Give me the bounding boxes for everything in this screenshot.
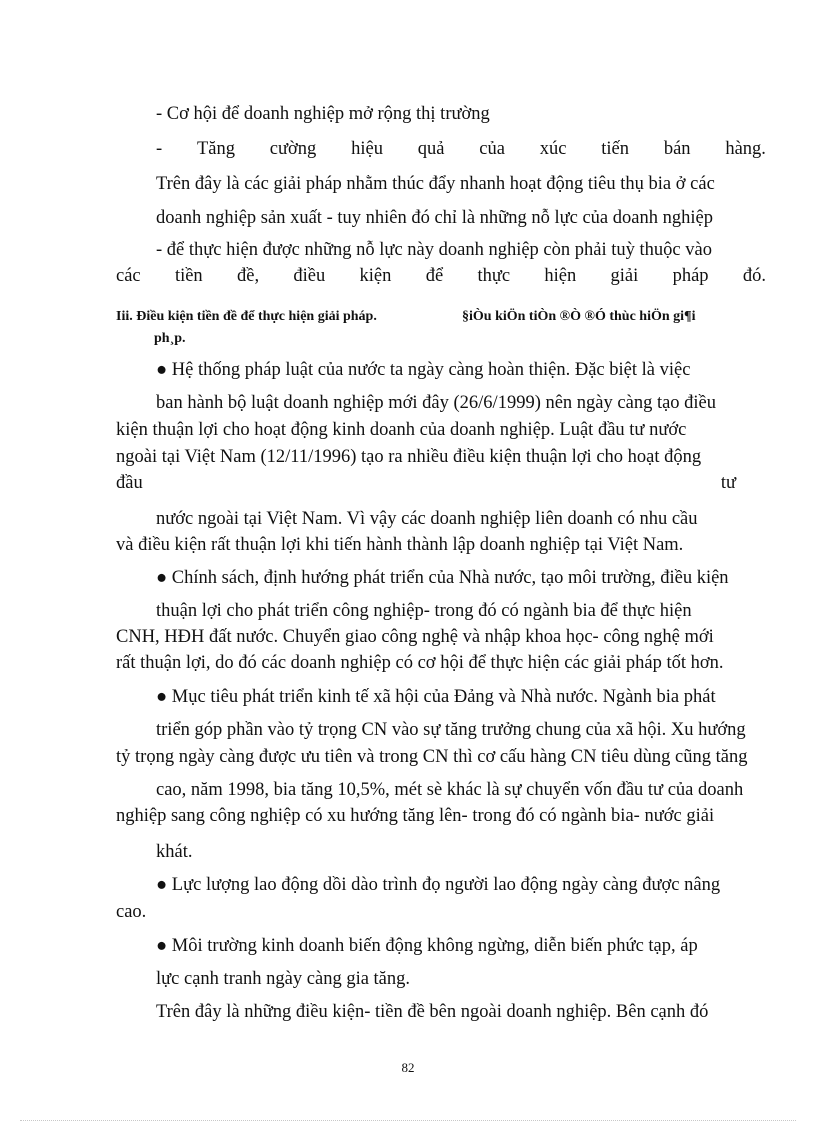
page-number: 82 [401,1060,415,1075]
summary-line-4 [116,265,766,287]
bullet-line-market: - Cơ hội để doanh nghiệp mở rộng thị trường [156,104,490,124]
para3-line-4: cao, năm 1998, bia tăng 10,5%, mét sè khác là sự chuyển vốn đầu tư của doanh [156,780,744,800]
section-heading-garbled: §iÒu kiÖn tiÒn ®Ò ®Ó thùc hiÖn gi¶i [462,309,696,324]
para4-line-1: ● Lực lượng lao động dồi dào trình đọ người lao động ngày càng được nâng [156,875,721,895]
word: quả [417,139,445,159]
para3-line-1: ● Mục tiêu phát triển kinh tế xã hội của Đảng và Nhà nước. Ngành bia phát [156,687,716,707]
para1-line-7: và điều kiện rất thuận lợi khi tiến hành thành lập doanh nghiệp tại Việt Nam. [116,535,684,555]
word: của [479,139,505,159]
para5-line-2: lực cạnh tranh ngày càng gia tăng. [156,969,411,989]
word: đề, [236,266,260,286]
word: điều [293,266,326,286]
para3-line-5: nghiệp sang công nghiệp có xu hướng tăng lên- trong đó có ngành bia- nước giải [116,806,715,826]
para1-line-4: ngoài tại Việt Nam (12/11/1996) tạo ra nhiều điều kiện thuận lợi cho hoạt động [116,447,702,467]
word: thực [477,266,511,286]
para3-line-3: tỷ trọng ngày càng được ưu tiên và trong CN thì cơ cấu hàng CN tiêu dùng cũng tăng [116,747,748,767]
word: xúc [539,139,567,159]
para6-line-1: Trên đây là những điều kiện- tiền đề bên ngoài doanh nghiệp. Bên cạnh đó [156,1002,709,1022]
word: cường [269,139,317,159]
word: hiệu [351,139,383,159]
para1-line-6: nước ngoài tại Việt Nam. Vì vậy các doanh nghiệp liên doanh có nhu cầu [156,509,698,529]
section-heading-title: Iii. Điều kiện tiền đề để thực hiện giải pháp. [116,309,377,324]
word: tiền [174,266,203,286]
word: Tăng [196,139,235,159]
word: đó. [742,266,766,286]
word: tiến [601,139,630,159]
para1-line-2: ban hành bộ luật doanh nghiệp mới đây (26/6/1999) nên ngày càng tạo điều [156,393,717,413]
para1-line-1: ● Hệ thống pháp luật của nước ta ngày càng hoàn thiện. Đặc biệt là việc [156,360,691,380]
para1-line-3: kiện thuận lợi cho hoạt động kinh doanh của doanh nghiệp. Luật đầu tư nước [116,420,687,440]
bullet-line-promotion [156,138,766,160]
word: các [116,266,141,286]
summary-line-1: Trên đây là các giải pháp nhằm thúc đẩy nhanh hoạt động tiêu thụ bia ở các [156,174,715,194]
summary-line-3: - để thực hiện được những nỗ lực này doanh nghiệp còn phải tuỳ thuộc vào [156,240,712,260]
word: tư [720,473,736,493]
para5-line-1: ● Môi trường kinh doanh biến động không ngừng, diễn biến phức tạp, áp [156,936,698,956]
para2-line-2: thuận lợi cho phát triển công nghiệp- trong đó có ngành bia để thực hiện [156,601,692,621]
word: đầu [116,473,143,493]
page-bottom-divider [20,1120,796,1121]
word: giải [610,266,639,286]
para4-line-2: cao. [116,902,147,922]
word: pháp [672,266,709,286]
word: kiện [359,266,392,286]
para1-line-5 [116,472,736,494]
para3-line-2: triển góp phần vào tỷ trọng CN vào sự tăng trưởng chung của xã hội. Xu hướng [156,720,746,740]
summary-line-2: doanh nghiệp sản xuất - tuy nhiên đó chỉ là những nỗ lực của doanh nghiệp [156,208,713,228]
para2-line-4: rất thuận lợi, do đó các doanh nghiệp có cơ hội để thực hiện các giải pháp tốt hơn. [116,653,724,673]
section-heading-garbled-cont: ph¸p. [154,331,186,346]
word: bán [663,139,691,159]
para3-line-6: khát. [156,842,193,862]
word: - [156,139,163,159]
word: hiện [544,266,577,286]
para2-line-1: ● Chính sách, định hướng phát triển của Nhà nước, tạo môi trường, điều kiện [156,568,729,588]
word: để [425,266,444,286]
word: hàng. [725,139,766,159]
para2-line-3: CNH, HĐH đất nước. Chuyển giao công nghệ và nhập khoa học- công nghệ mới [116,627,714,647]
